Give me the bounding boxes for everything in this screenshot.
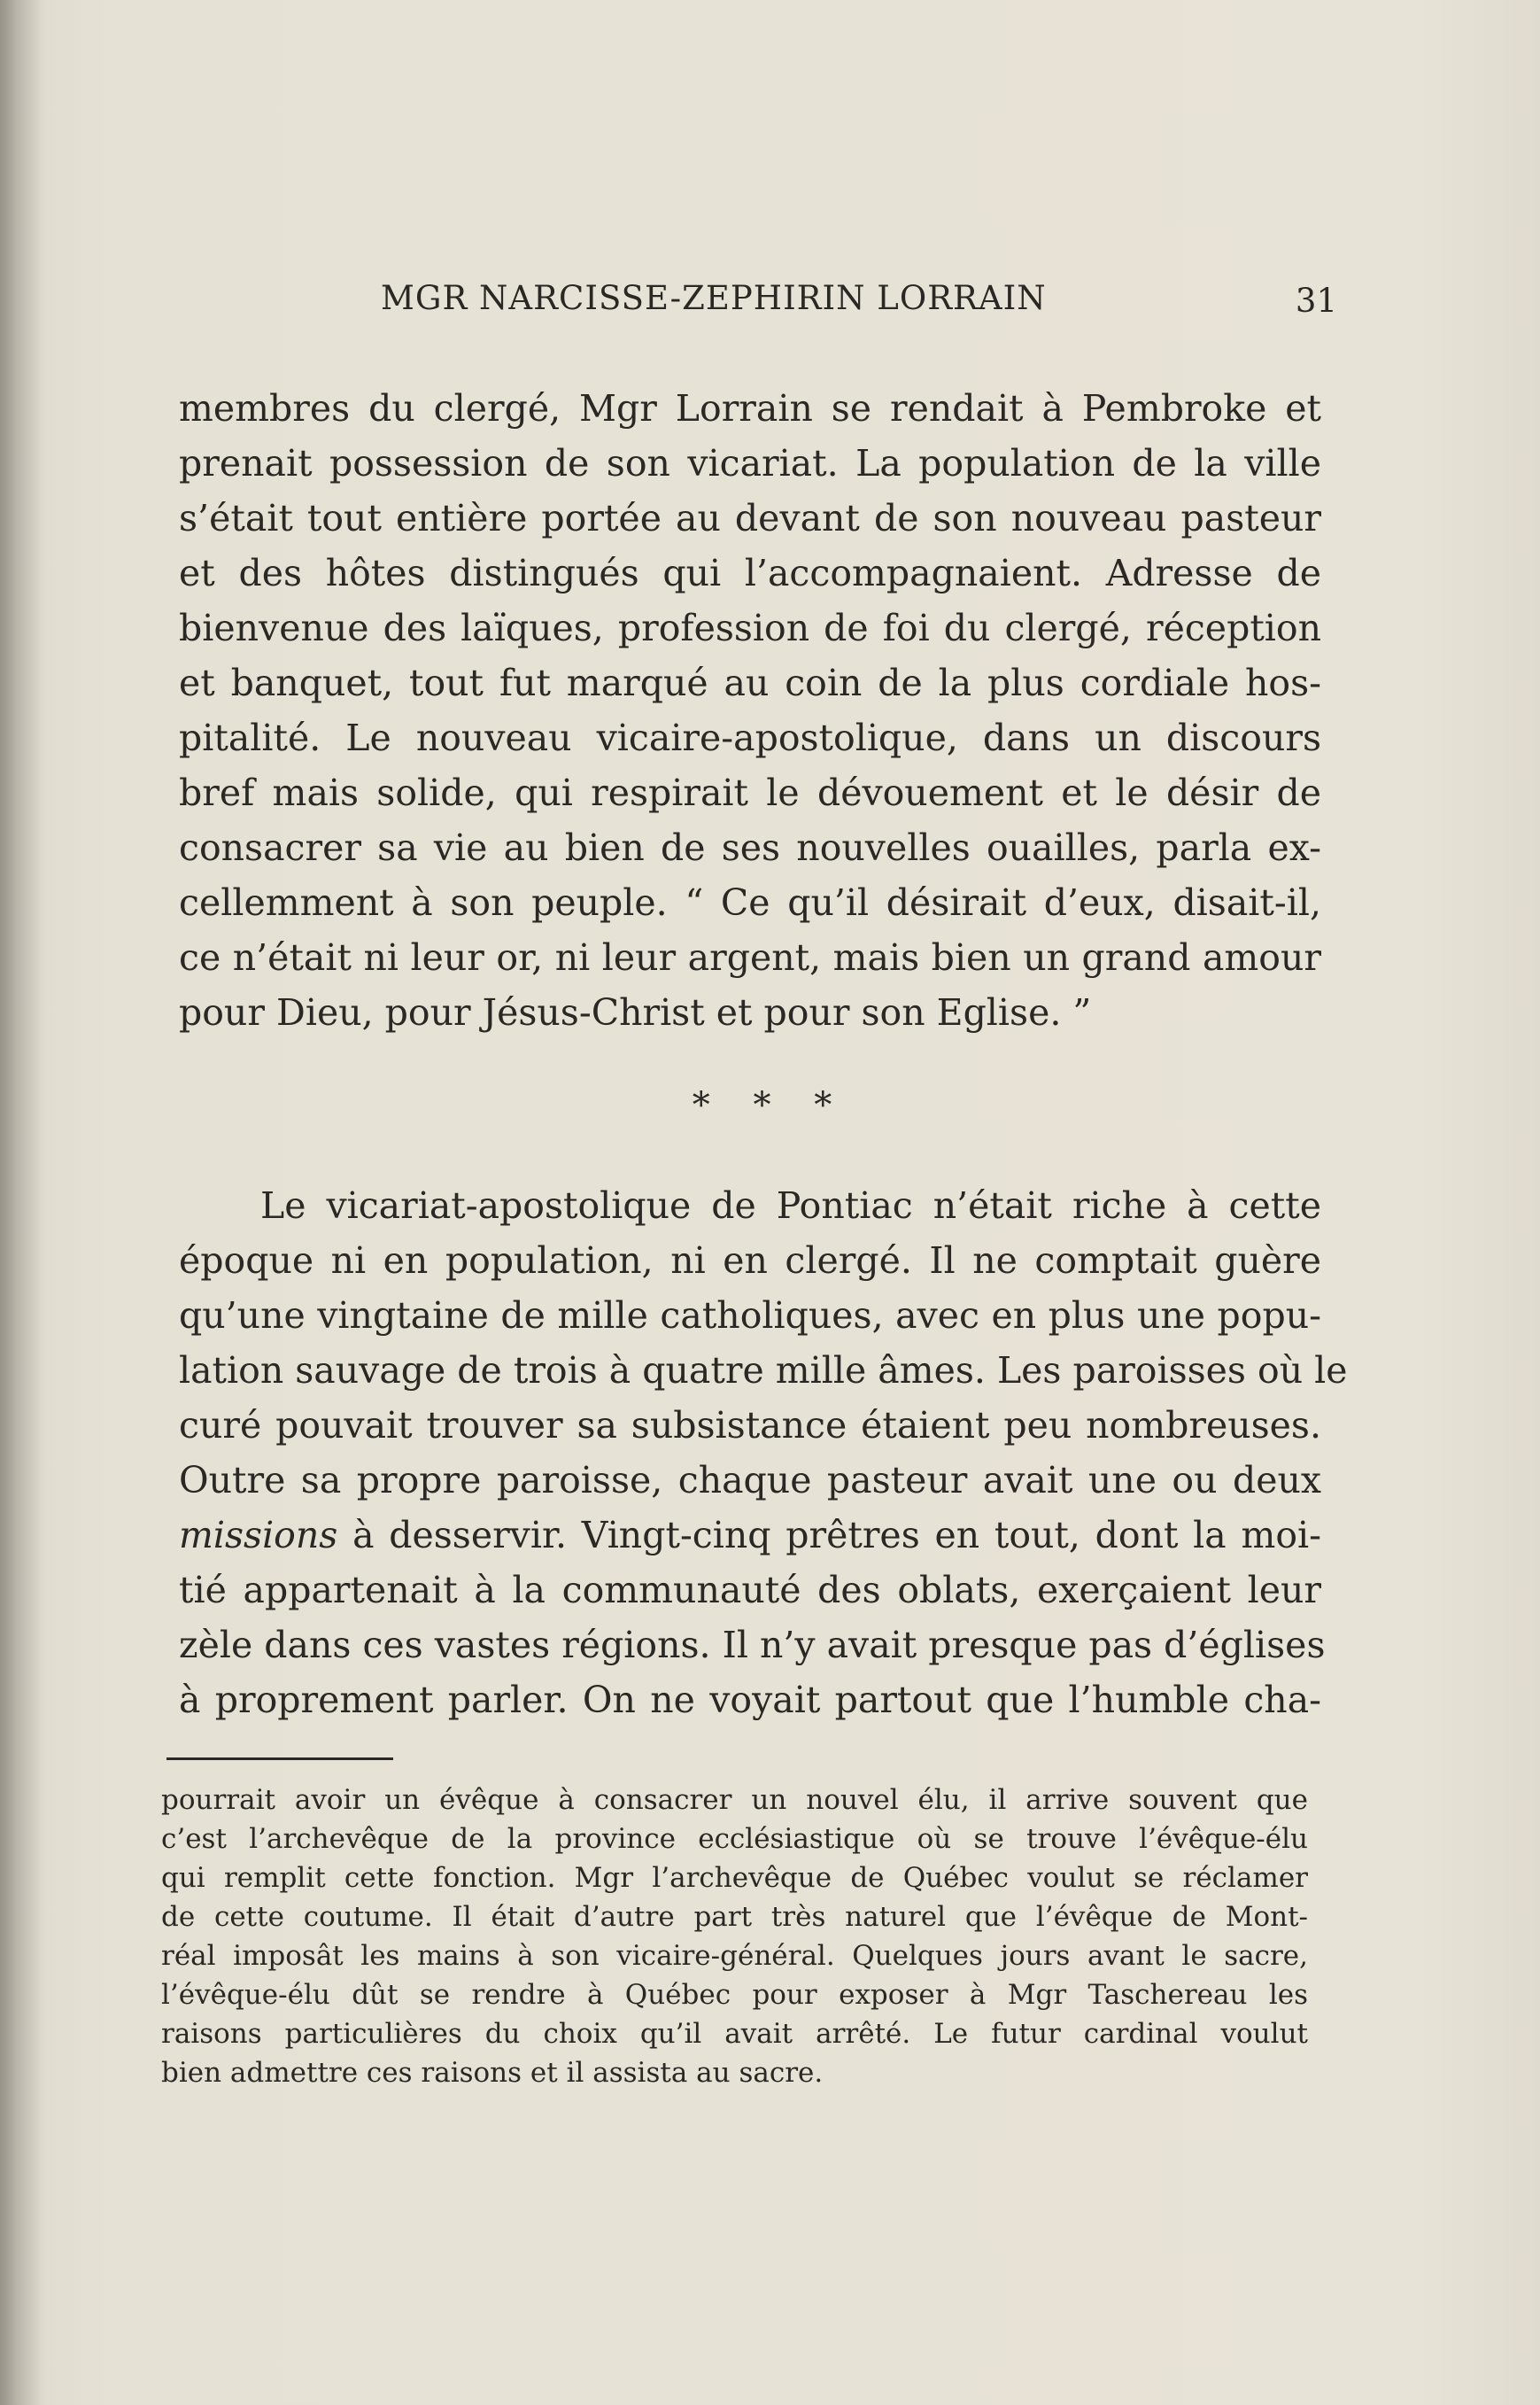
paragraph-1 <box>179 381 1321 1040</box>
text-line: lation sauvage de trois à quatre mille âmes. Les paroisses où le <box>179 1349 1348 1392</box>
text-line: pour Dieu, pour Jésus-Christ et pour son Eglise. ” <box>179 991 1092 1034</box>
footnote-line: c’est l’archevêque de la province ecclésiastique où se trouve l’évêque-élu <box>161 1823 1308 1855</box>
text-line <box>179 1508 1321 1563</box>
text-line: Outre sa propre paroisse, chaque pasteur avait une ou deux <box>179 1459 1321 1501</box>
text-line: membres du clergé, Mgr Lorrain se rendait à Pembroke et <box>179 387 1321 430</box>
text-line: à proprement parler. On ne voyait partout que l’humble cha- <box>179 1679 1321 1721</box>
footnote <box>161 1780 1308 2092</box>
text-line: ce n’était ni leur or, ni leur argent, mais bien un grand amour <box>179 936 1321 979</box>
paragraph-2 <box>179 1178 1348 1727</box>
text-line: tié appartenait à la communauté des oblats, exerçaient leur <box>179 1569 1321 1611</box>
running-title: MGR NARCISSE-ZEPHIRIN LORRAIN <box>381 279 1047 317</box>
binding-gutter-shadow <box>0 0 43 2405</box>
page-number: 31 <box>1295 282 1337 320</box>
text-line: et des hôtes distingués qui l’accompagnaient. Adresse de <box>179 552 1321 594</box>
footnote-line: réal imposât les mains à son vicaire-général. Quelques jours avant le sacre, <box>161 1940 1308 1972</box>
text-line: qu’une vingtaine de mille catholiques, avec en plus une popu- <box>179 1294 1321 1337</box>
text-line: consacrer sa vie au bien de ses nouvelles ouailles, parla ex- <box>179 826 1321 869</box>
text-line: bienvenue des laïques, profession de foi du clergé, réception <box>179 607 1321 649</box>
text-line: prenait possession de son vicariat. La population de la ville <box>179 442 1321 485</box>
text-fragment: à desservir. Vingt-cinq prêtres en tout, dont la moi- <box>352 1514 1321 1556</box>
text-line: zèle dans ces vastes régions. Il n’y avait presque pas d’églises <box>179 1624 1326 1666</box>
text-line: s’était tout entière portée au devant de son nouveau pasteur <box>179 497 1321 539</box>
text-line: cellemment à son peuple. “ Ce qu’il désirait d’eux, disait-il, <box>179 881 1321 924</box>
section-break-asterism: * * * <box>692 1085 848 1126</box>
text-line: bref mais solide, qui respirait le dévouement et le désir de <box>179 772 1321 814</box>
footnote-line: qui remplit cette fonction. Mgr l’archevêque de Québec voulut se réclamer <box>161 1862 1308 1894</box>
text-line: et banquet, tout fut marqué au coin de la plus cordiale hos- <box>179 662 1321 704</box>
footnote-line: raisons particulières du choix qu’il avait arrêté. Le futur cardinal voulut <box>161 2018 1308 2050</box>
footnote-line: de cette coutume. Il était d’autre part très naturel que l’évêque de Mont- <box>161 1901 1308 1933</box>
italic-word: missions <box>179 1514 338 1556</box>
footnote-line: bien admettre ces raisons et il assista au sacre. <box>161 2057 824 2089</box>
text-line: curé pouvait trouver sa subsistance étaient peu nombreuses. <box>179 1404 1321 1447</box>
footnote-line: l’évêque-élu dût se rendre à Québec pour exposer à Mgr Taschereau les <box>161 1979 1308 2011</box>
text-line: époque ni en population, ni en clergé. Il ne comptait guère <box>179 1239 1321 1282</box>
footnote-rule <box>166 1757 393 1760</box>
text-line: pitalité. Le nouveau vicaire-apostolique, dans un discours <box>179 717 1321 759</box>
footnote-line: pourrait avoir un évêque à consacrer un nouvel élu, il arrive souvent que <box>161 1784 1308 1816</box>
text-line: Le vicariat-apostolique de Pontiac n’était riche à cette <box>260 1184 1321 1227</box>
